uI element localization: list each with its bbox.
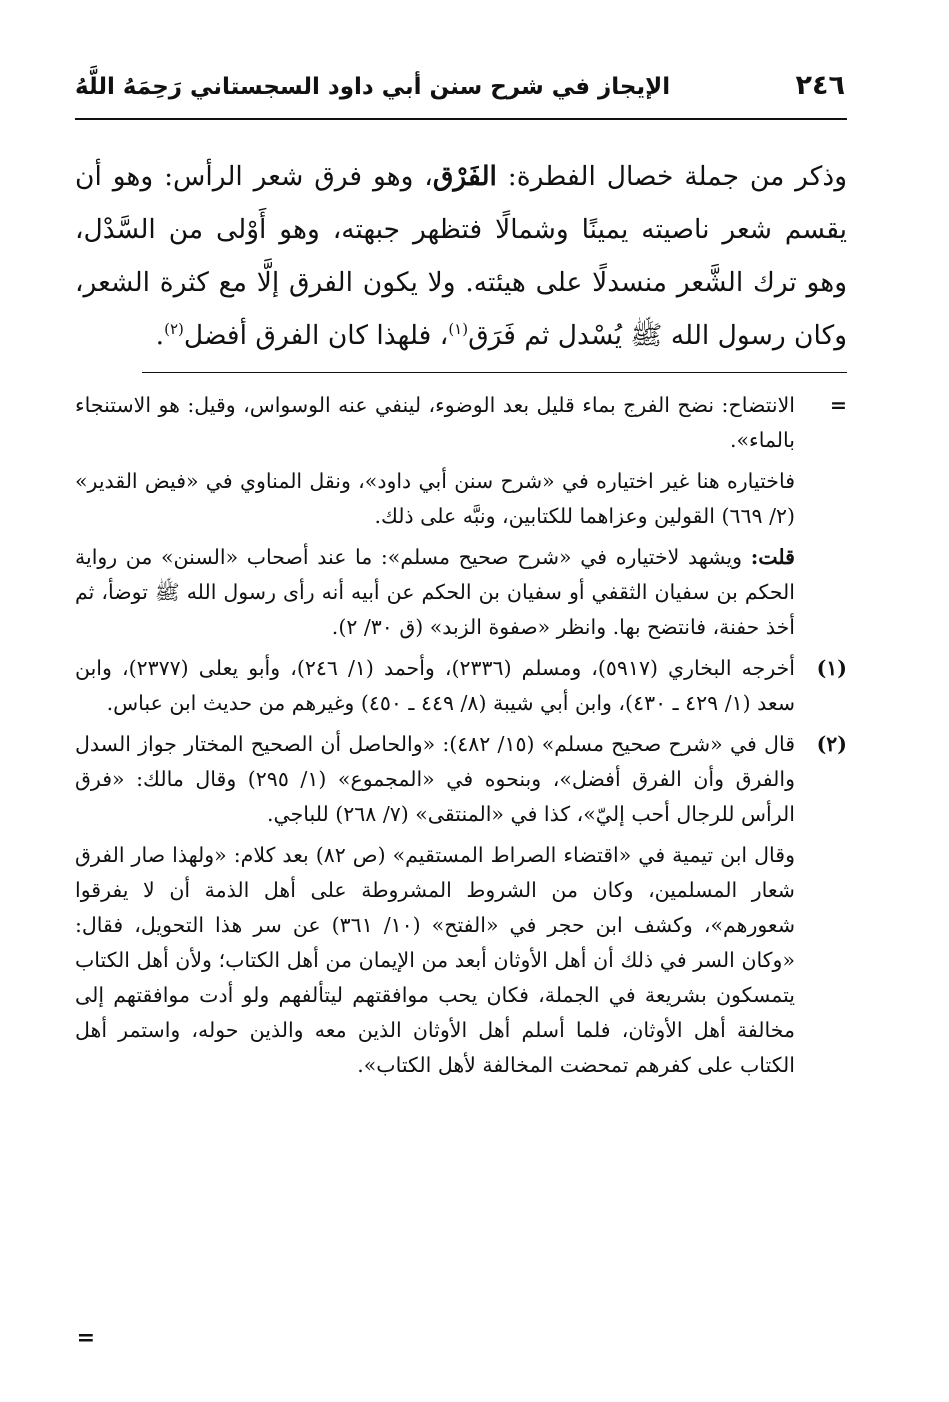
footnote-1-marker: (١) (816, 656, 847, 680)
footnote-2-continuation (75, 838, 847, 1083)
main-text (75, 150, 847, 362)
book-page (75, 0, 847, 1402)
footnote-2-text: قال في «شرح صحيح مسلم» (١٥/ ٤٨٢): «والحاصل أن الصحيح المختار جواز السدل والفرق وأن الفرق أفضل»، وبنحوه في «المجموع» (١/ ٢٩٥) وقال مالك: «فرق الرأس للرجال أحب إليّ»، كذا في «المنتقى» (٧/ ٢٦٨) للباجي. (75, 732, 795, 826)
footnote-ref-1[interactable]: (١) (448, 320, 469, 339)
footnote-1-text: أخرجه البخاري (٥٩١٧)، ومسلم (٢٣٣٦)، وأحمد (١/ ٢٤٦)، وأبو يعلى (٢٣٧٧)، وابن سعد (١/ ٤٢٩ ـ ٤٣٠)، وابن أبي شيبة (٨/ ٤٤٩ ـ ٤٥٠) وغيرهم من حديث ابن عباس. (75, 656, 795, 715)
main-text-conclusion: ، فلهذا كان الفرق أفضل (183, 320, 449, 351)
header-divider (75, 118, 847, 120)
footnote-continuation (75, 388, 847, 458)
main-text-body: ، وهو فرق شعر الرأس: وهو أن يقسم شعر ناصيته يمينًا وشمالًا فتظهر جبهته، وهو أَوْلى من السَّدْل، وهو ترك الشَّعر منسدلًا على هيئته. ولا يكون الفرق إلَّا مع كثرة الشعر، وكان رسول الله ﷺ يُسْدل ثم فَرَق (75, 161, 847, 351)
footnote-2-marker: (٢) (816, 732, 847, 756)
main-text-end: . (155, 320, 165, 351)
footnote-1 (75, 651, 847, 721)
continuation-marker: = (829, 393, 847, 417)
footnote-2-continuation-text: وقال ابن تيمية في «اقتضاء الصراط المستقيم» (ص ٨٢) بعد كلام: «ولهذا صار الفرق شعار المسلمين، وكان من الشروط المشروطة على أهل الذمة أن لا يفرقوا شعورهم»، وكشف ابن حجر في «الفتح» (١٠/ ٣٦١) عن سر هذا التحويل، فقال: «وكان السر في ذلك أن أهل الأوثان أبعد من الإيمان من أهل الكتاب؛ ولأن أهل الكتاب يتمسكون بشريعة في الجملة، فكان يحب موافقتهم ليتألفهم ولو أدت موافقتهم إلى مخالفة أهل الأوثان، فلما أسلم أهل الأوثان الذين معه والذين حوله، واستمر أهل الكتاب على كفرهم تمحضت المخالفة لأهل الكتاب». (75, 843, 795, 1077)
main-paragraph (75, 150, 847, 362)
running-title: الإيجاز في شرح سنن أبي داود السجستاني رَحِمَهُ اللَّهُ (75, 74, 671, 100)
page-number: ٢٤٦ (795, 70, 845, 101)
footnote-ref-2[interactable]: (٢) (164, 320, 184, 339)
footnotes (75, 388, 847, 1083)
footnote-paragraph (75, 464, 847, 534)
footnote-lead-word: قلت: (750, 545, 795, 569)
continuation-text: الانتضاح: نضح الفرج بماء قليل بعد الوضوء، لينفي عنه الوسواس، وقيل: هو الاستنجاء بالماء». (75, 393, 795, 452)
footnote-2 (75, 727, 847, 832)
continues-next-page-marker: = (76, 1325, 95, 1351)
page-header (75, 70, 847, 114)
bold-term: الفَرْق (432, 161, 497, 192)
footnote-paragraph-text: ويشهد لاختياره في «شرح صحيح مسلم»: ما عند أصحاب «السنن» من رواية الحكم بن سفيان الثقفي أو سفيان بن الحكم عن أبيه أنه رأى رسول الله ﷺ توضأ، ثم أخذ حفنة، فانتضح بها. وانظر «صفوة الزبد» (ق ٣٠/ ٢). (75, 545, 795, 639)
footnote-divider (142, 372, 847, 373)
footnote-paragraph-text: فاختياره هنا غير اختياره في «شرح سنن أبي داود»، ونقل المناوي في «فيض القدير» (٢/ ٦٦٩) القولين وعزاهما للكتابين، ونبَّه على ذلك. (75, 469, 795, 528)
footnote-paragraph (75, 540, 847, 645)
main-text-intro: وذكر من جملة خصال الفطرة: (496, 161, 847, 192)
